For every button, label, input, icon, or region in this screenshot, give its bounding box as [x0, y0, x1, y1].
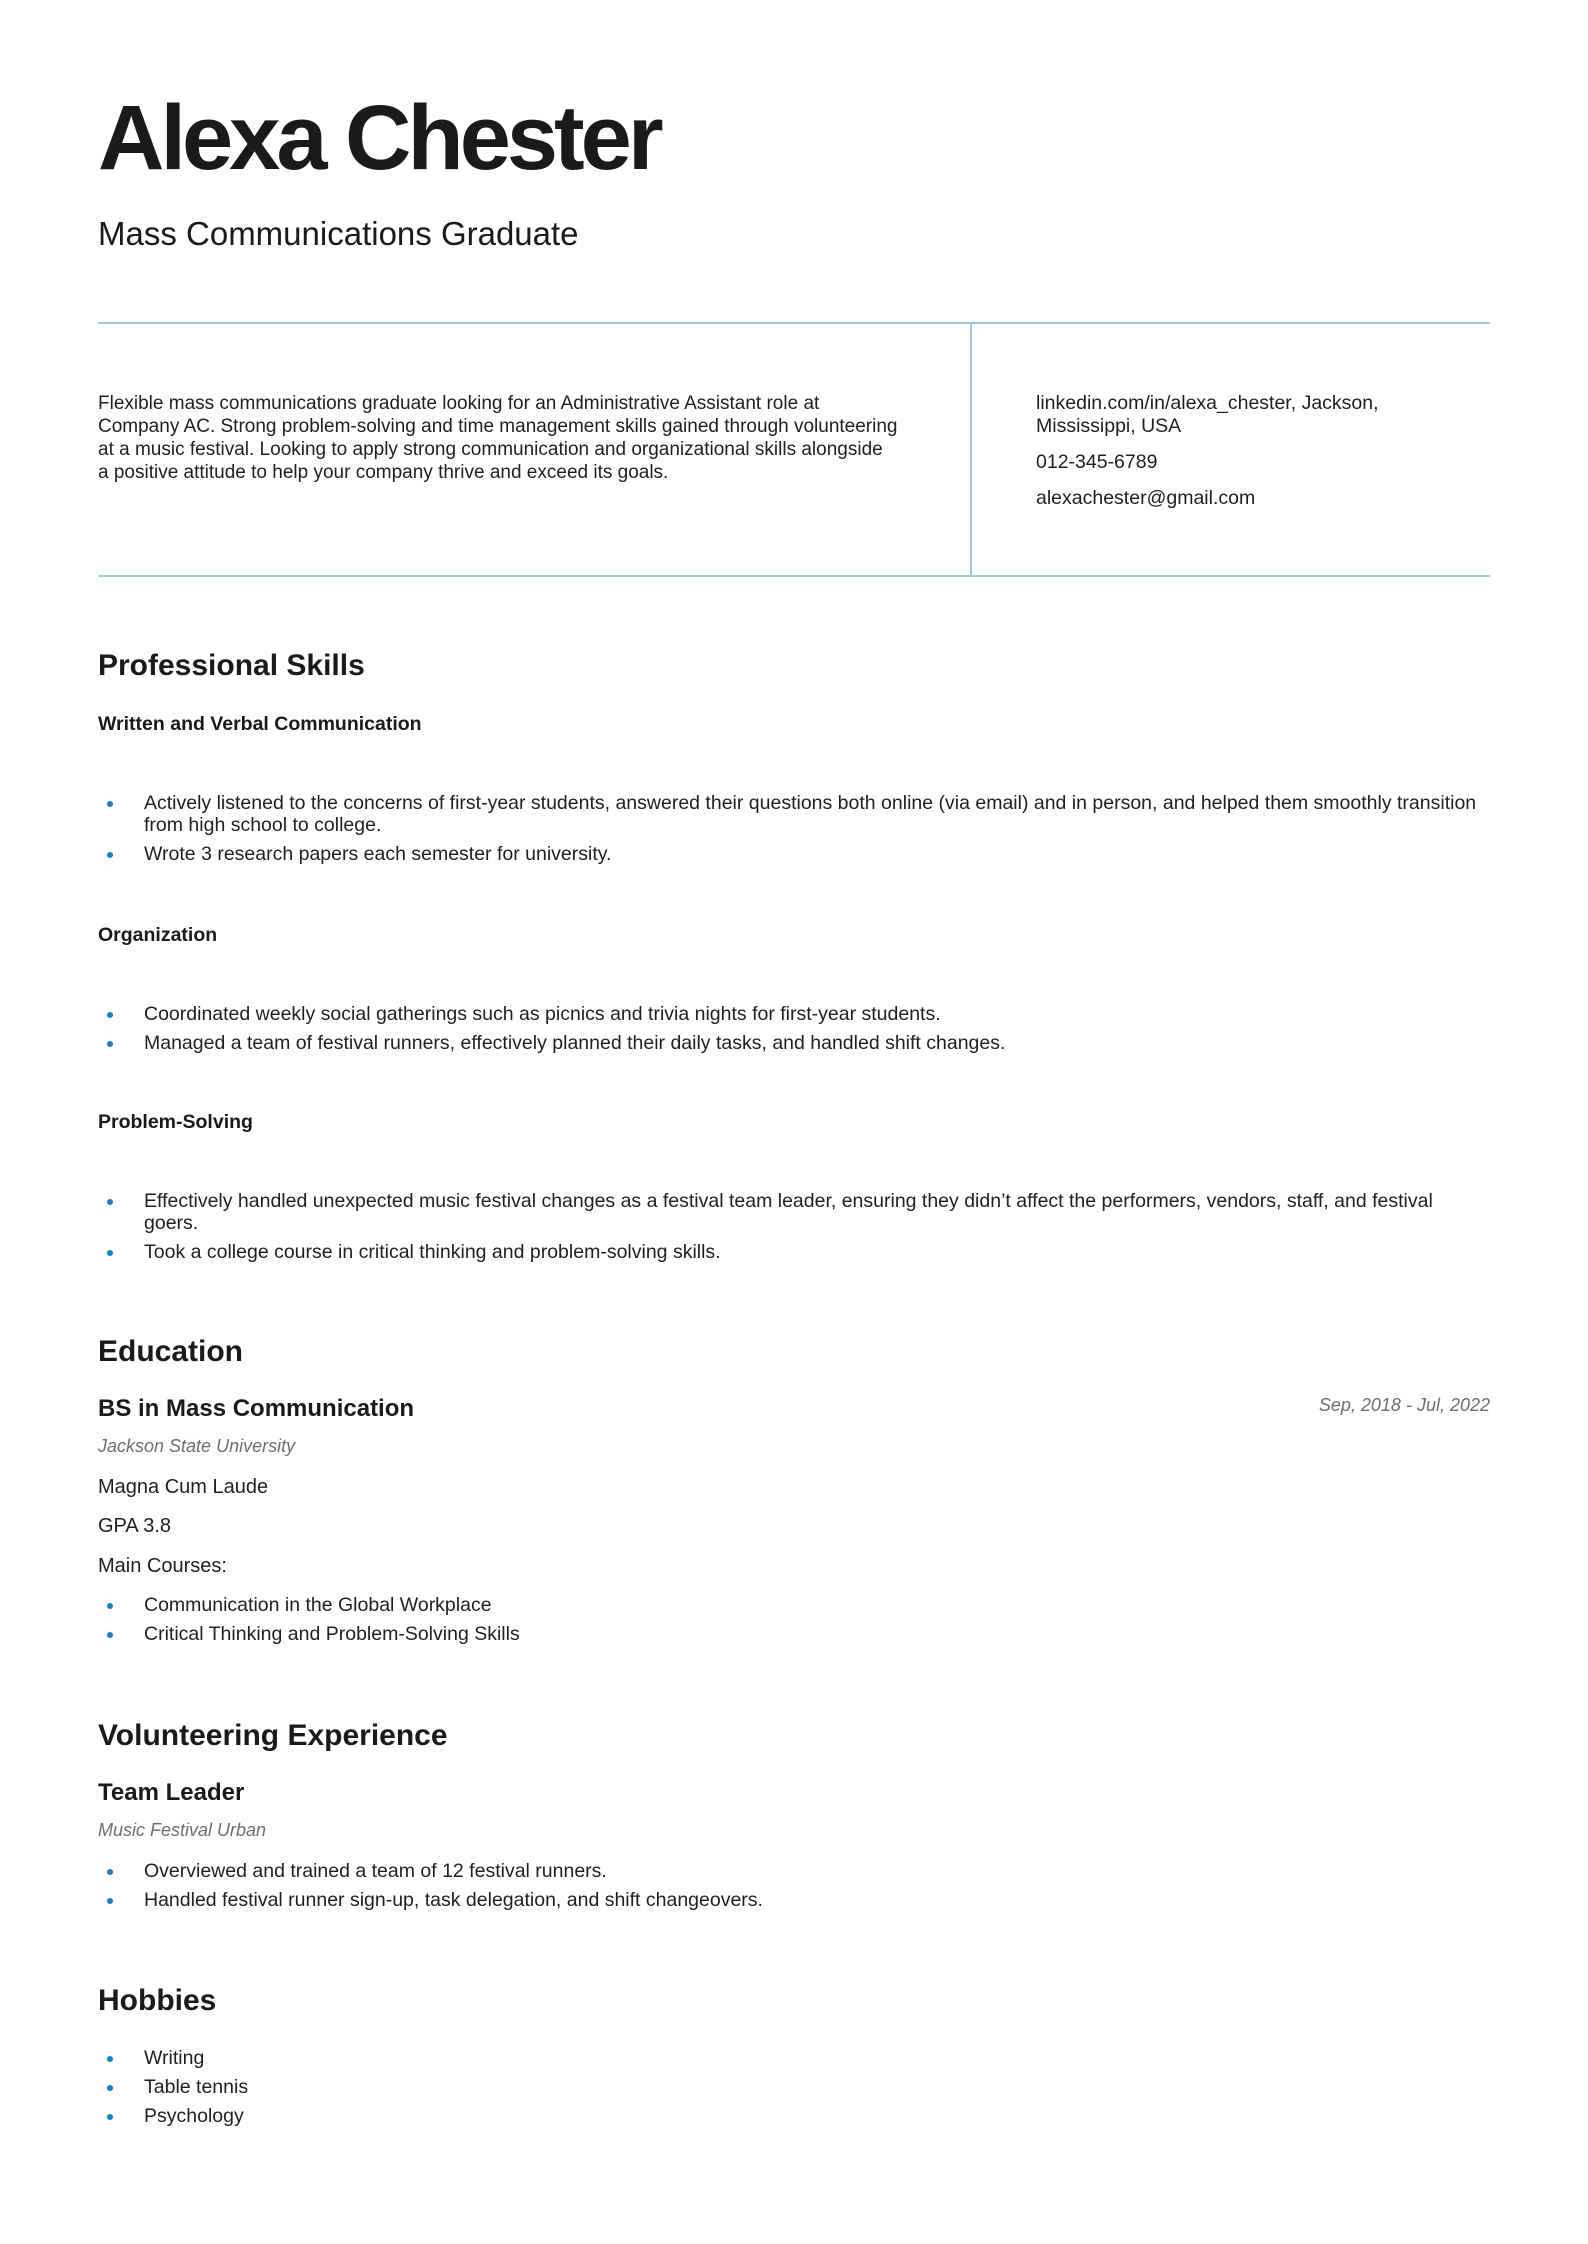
list-item: [98, 2076, 1490, 2098]
courses-label: Main Courses:: [98, 1555, 227, 1577]
vertical-divider: [970, 324, 972, 575]
list-item-text: Took a college course in critical thinking and problem-solving skills.: [144, 1241, 721, 1263]
list-item-text: Coordinated weekly social gatherings such as picnics and trivia nights for first-year students.: [144, 1003, 941, 1025]
bullet-icon: [107, 1898, 113, 1904]
list-item-text: Handled festival runner sign-up, task delegation, and shift changeovers.: [144, 1889, 763, 1911]
contact-list: [1036, 392, 1456, 523]
list-item-text: Writing: [144, 2047, 205, 2069]
volunteer-list: [98, 1860, 1490, 1918]
list-item: [98, 1032, 1490, 1054]
contact-email[interactable]: alexachester@gmail.com: [1036, 487, 1256, 509]
volunteer-org: Music Festival Urban: [98, 1820, 267, 1840]
list-item-text: Table tennis: [144, 2076, 249, 2098]
list-item: [98, 1190, 1490, 1234]
list-item: [98, 1860, 1490, 1882]
volunteering-heading: Volunteering Experience: [98, 1719, 448, 1752]
contact-phone[interactable]: 012-345-6789: [1036, 451, 1158, 473]
bullet-icon: [107, 1041, 113, 1047]
list-item-text: Actively listened to the concerns of first-year students, answered their questions both online (via email) and in person, and helped them smoothly transition from high school to college.: [144, 792, 1477, 836]
bullet-icon: [107, 1250, 113, 1256]
bullet-icon: [107, 1012, 113, 1018]
skill-group-title: Organization: [98, 924, 218, 946]
list-item: [98, 2105, 1490, 2127]
courses-list: [98, 1594, 1490, 1652]
skill-group-list: [98, 1190, 1490, 1270]
list-item: [98, 843, 1490, 865]
list-item-text: Communication in the Global Workplace: [144, 1594, 492, 1616]
list-item-text: Wrote 3 research papers each semester for university.: [144, 843, 612, 865]
education-heading: Education: [98, 1335, 244, 1368]
list-item-text: Effectively handled unexpected music festival changes as a festival team leader, ensuring they didn’t affect the performers, vendors, staff, and festival goers.: [144, 1190, 1433, 1234]
skills-heading: Professional Skills: [98, 649, 365, 682]
bullet-icon: [107, 2114, 113, 2120]
list-item-text: Managed a team of festival runners, effectively planned their daily tasks, and handled shift changes.: [144, 1032, 1006, 1054]
volunteer-role: Team Leader: [98, 1779, 245, 1806]
list-item: [98, 1003, 1490, 1025]
bullet-icon: [107, 1869, 113, 1875]
education-dates: Sep, 2018 - Jul, 2022: [1318, 1395, 1490, 1415]
education-honor: Magna Cum Laude: [98, 1476, 269, 1498]
bullet-icon: [107, 1632, 113, 1638]
hobbies-heading: Hobbies: [98, 1984, 217, 2017]
skill-group-title: Written and Verbal Communication: [98, 713, 422, 735]
list-item: [98, 1594, 1490, 1616]
contact-linkedin-location[interactable]: linkedin.com/in/alexa_chester, Jackson, Mississippi, USA: [1036, 392, 1379, 437]
degree-title: BS in Mass Communication: [98, 1395, 415, 1422]
bullet-icon: [107, 2056, 113, 2062]
list-item: [98, 1241, 1490, 1263]
list-item-text: Overviewed and trained a team of 12 festival runners.: [144, 1860, 607, 1882]
bullet-icon: [107, 1199, 113, 1205]
education-gpa: GPA 3.8: [98, 1515, 172, 1537]
hobbies-list: [98, 2047, 1490, 2134]
list-item: [98, 1889, 1490, 1911]
skill-group-list: [98, 792, 1490, 872]
summary-text: Flexible mass communications graduate looking for an Administrative Assistant role at Company AC. Strong problem-solving and time management skills gained through volunteering at a music festival. Looking to apply strong communication and organizational skills alongside a positive attitude to help your company thrive and exceed its goals.: [98, 393, 898, 483]
bullet-icon: [107, 1603, 113, 1609]
candidate-title: Mass Communications Graduate: [98, 215, 579, 252]
skill-group-list: [98, 1003, 1490, 1061]
school-name: Jackson State University: [98, 1436, 296, 1456]
bullet-icon: [107, 852, 113, 858]
list-item: [98, 1623, 1490, 1645]
summary-contact-box: [98, 322, 1490, 577]
list-item: [98, 2047, 1490, 2069]
bullet-icon: [107, 2085, 113, 2091]
list-item-text: Psychology: [144, 2105, 244, 2127]
list-item-text: Critical Thinking and Problem-Solving Skills: [144, 1623, 520, 1645]
skill-group-title: Problem-Solving: [98, 1111, 253, 1133]
candidate-name: Alexa Chester: [98, 87, 660, 189]
list-item: [98, 792, 1490, 836]
bullet-icon: [107, 801, 113, 807]
